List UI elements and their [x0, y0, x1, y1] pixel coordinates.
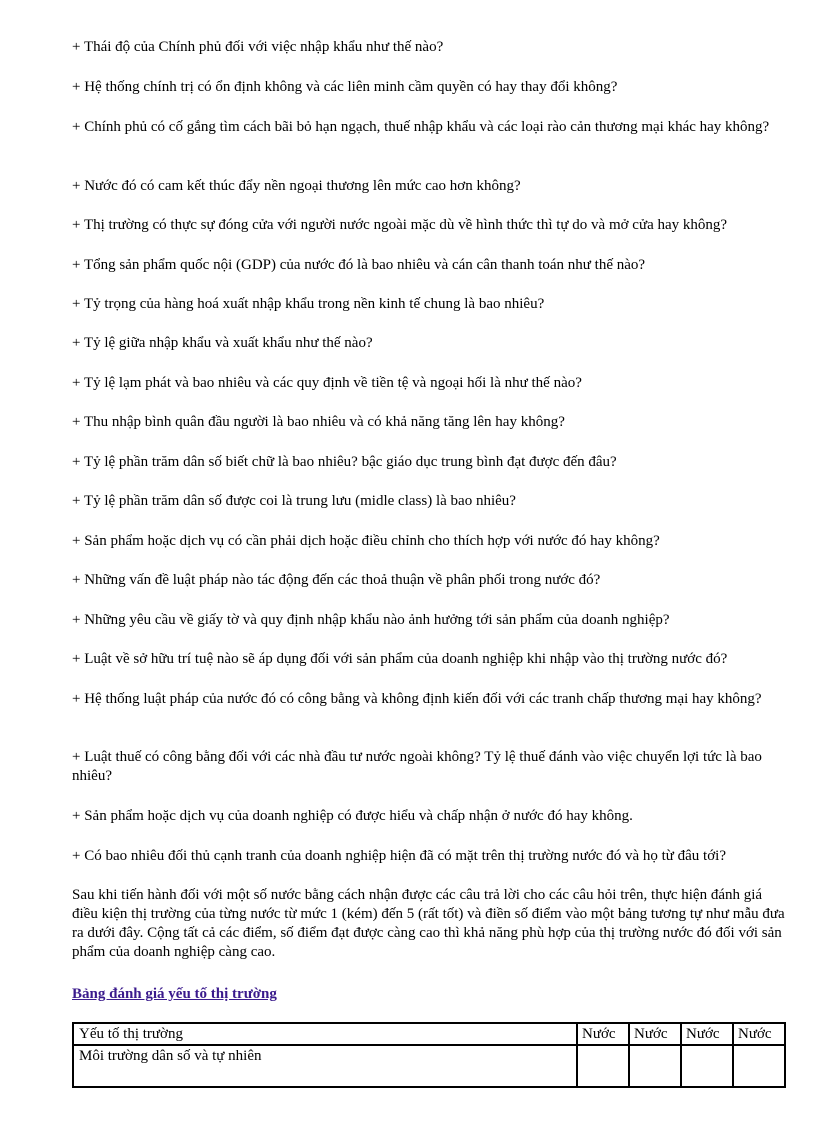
row-score-4	[733, 1045, 785, 1087]
question-7: + Tỷ trọng của hàng hoá xuất nhập khẩu trong nền kinh tế chung là bao nhiêu?	[72, 296, 545, 312]
market-evaluation-table	[72, 1022, 786, 1088]
question-10: + Thu nhập bình quân đầu người là bao nhiêu và có khả năng tăng lên hay không?	[72, 414, 565, 430]
table-heading: Bảng đánh giá yếu tố thị trường	[72, 986, 277, 1002]
question-8: + Tỷ lệ giữa nhập khẩu và xuất khẩu như thế nào?	[72, 335, 373, 351]
question-4: + Nước đó có cam kết thúc đẩy nền ngoại thương lên mức cao hơn không?	[72, 178, 521, 194]
question-3: + Chính phủ có cố gắng tìm cách bãi bỏ hạn ngạch, thuế nhập khẩu và các loại rào cản thương mại khác hay không?	[72, 119, 770, 135]
question-20: + Có bao nhiêu đối thủ cạnh tranh của doanh nghiệp hiện đã có mặt trên thị trường nước đó và họ từ đâu tới?	[72, 848, 726, 864]
question-16: + Luật về sở hữu trí tuệ nào sẽ áp dụng đối với sản phẩm của doanh nghiệp khi nhập vào thị trường nước đó?	[72, 651, 728, 667]
row-score-3	[681, 1045, 733, 1087]
question-12: + Tỷ lệ phần trăm dân số được coi là trung lưu (midle class) là bao nhiêu?	[72, 493, 516, 509]
header-country-2: Nước	[629, 1023, 681, 1045]
question-18: + Luật thuế có công bằng đối với các nhà đầu tư nước ngoài không? Tỷ lệ thuế đánh vào việc chuyển lợi tức là bao nhiêu?	[72, 749, 762, 784]
summary-paragraph: Sau khi tiến hành đối với một số nước bằng cách nhận được các câu trả lời cho các câu hỏi trên, thực hiện đánh giá điều kiện thị trường của từng nước từ mức 1 (kém) đến 5 (rất tốt) và điền số điểm vào một bảng tương tự như mẫu đưa ra dưới đây. Cộng tất cả các điểm, số điểm đạt được càng cao thì khả năng phù hợp của thị trường nước đó đối với sản phẩm của doanh nghiệp càng cao.	[72, 887, 785, 960]
header-factor: Yếu tố thị trường	[73, 1023, 577, 1045]
question-15: + Những yêu cầu về giấy tờ và quy định nhập khẩu nào ảnh hưởng tới sản phẩm của doanh nghiệp?	[72, 612, 670, 628]
question-13: + Sản phẩm hoặc dịch vụ có cần phải dịch hoặc điều chỉnh cho thích hợp với nước đó hay không?	[72, 533, 660, 549]
question-11: + Tỷ lệ phần trăm dân số biết chữ là bao nhiêu? bậc giáo dục trung bình đạt được đến đâu?	[72, 454, 617, 470]
question-9: + Tỷ lệ lạm phát và bao nhiêu và các quy định về tiền tệ và ngoại hối là như thế nào?	[72, 375, 582, 391]
header-country-1: Nước	[577, 1023, 629, 1045]
header-country-3: Nước	[681, 1023, 733, 1045]
question-14: + Những vấn đề luật pháp nào tác động đến các thoả thuận về phân phối trong nước đó?	[72, 572, 601, 588]
question-2: + Hệ thống chính trị có ổn định không và các liên minh cầm quyền có hay thay đổi không?	[72, 79, 618, 95]
row-score-1	[577, 1045, 629, 1087]
header-country-4: Nước	[733, 1023, 785, 1045]
question-5: + Thị trường có thực sự đóng cửa với người nước ngoài mặc dù về hình thức thì tự do và mở cửa hay không?	[72, 217, 728, 233]
table-row	[73, 1045, 785, 1087]
table-header-row	[73, 1023, 785, 1045]
question-1: + Thái độ của Chính phủ đối với việc nhập khẩu như thế nào?	[72, 39, 444, 55]
row-score-2	[629, 1045, 681, 1087]
question-17: + Hệ thống luật pháp của nước đó có công bằng và không định kiến đối với các tranh chấp thương mại hay không?	[72, 691, 762, 707]
question-6: + Tổng sản phẩm quốc nội (GDP) của nước đó là bao nhiêu và cán cân thanh toán như thế nào?	[72, 257, 646, 273]
question-19: + Sản phẩm hoặc dịch vụ của doanh nghiệp có được hiểu và chấp nhận ở nước đó hay không.	[72, 808, 633, 824]
row-factor: Môi trường dân số và tự nhiên	[73, 1045, 577, 1087]
